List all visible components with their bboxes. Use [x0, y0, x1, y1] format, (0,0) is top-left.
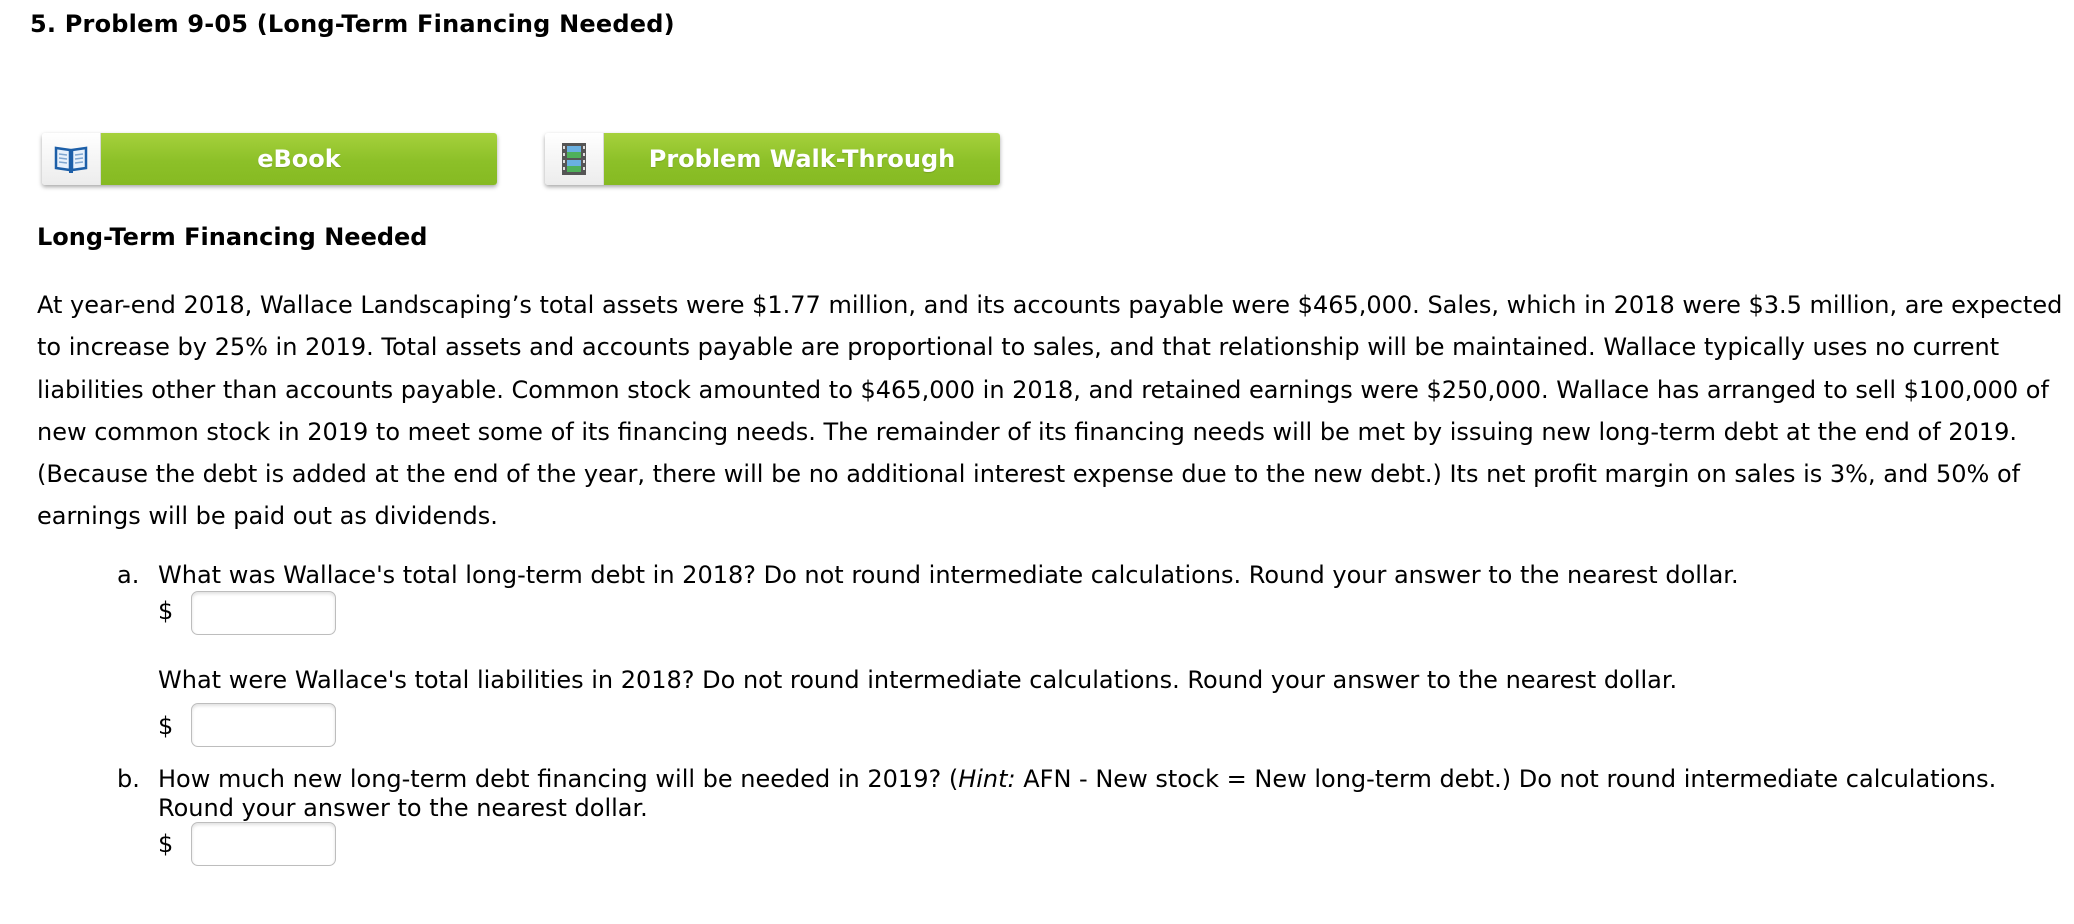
problem-walkthrough-button[interactable] [545, 133, 1000, 185]
ebook-button[interactable] [42, 133, 497, 185]
question-b-text-post: AFN - New stock = New long-term debt.) Do not round intermediate calculations. Round your answer to the nearest dollar. [158, 765, 1997, 822]
question-a-part2-text: What were Wallace's total liabilities in 2018? Do not round intermediate calculations. Round your answer to the nearest dollar. [158, 666, 1678, 694]
question-b-letter: b. [117, 765, 140, 793]
answer-a-total-liabilities-input[interactable] [191, 703, 336, 747]
book-icon [42, 133, 101, 185]
answer-a-long-term-debt-input[interactable] [191, 591, 336, 635]
ebook-label: eBook [101, 133, 497, 185]
question-a-letter: a. [117, 561, 140, 589]
currency-symbol: $ [158, 597, 174, 625]
problem-description: At year-end 2018, Wallace Landscaping’s total assets were $1.77 million, and its accounts payable were $465,000. Sales, which in 2018 were $3.5 million, are expected to increase by 25% in 2019. Total assets and accounts payable are proportional to sales, and that relationship will be maintained. Wallace typically uses no current liabilities other than accounts payable. Common stock amounted to $465,000 in 2018, and retained earnings were $250,000. Wallace has arranged to sell $100,000 of new common stock in 2019 to meet some of its financing needs. The remainder of its financing needs will be met by issuing new long-term debt at the end of 2019. (Because the debt is added at the end of the year, there will be no additional interest expense due to the new debt.) Its net profit margin on sales is 3%, and 50% of earnings will be paid out as dividends. [37, 291, 2063, 531]
hint-label: Hint: [958, 765, 1016, 793]
walkthrough-label: Problem Walk-Through [604, 133, 1000, 185]
question-b-text-pre: How much new long-term debt financing will be needed in 2019? ( [158, 765, 959, 793]
film-icon [545, 133, 604, 185]
currency-symbol: $ [158, 830, 174, 858]
answer-b-new-debt-input[interactable] [191, 822, 336, 866]
currency-symbol: $ [158, 712, 174, 740]
question-a-part1-text: What was Wallace's total long-term debt in 2018? Do not round intermediate calculations. Round your answer to the nearest dollar. [158, 561, 1739, 589]
problem-title: 5. Problem 9-05 (Long-Term Financing Needed) [30, 10, 675, 38]
question-b-text [158, 765, 2058, 823]
section-heading: Long-Term Financing Needed [37, 223, 428, 251]
